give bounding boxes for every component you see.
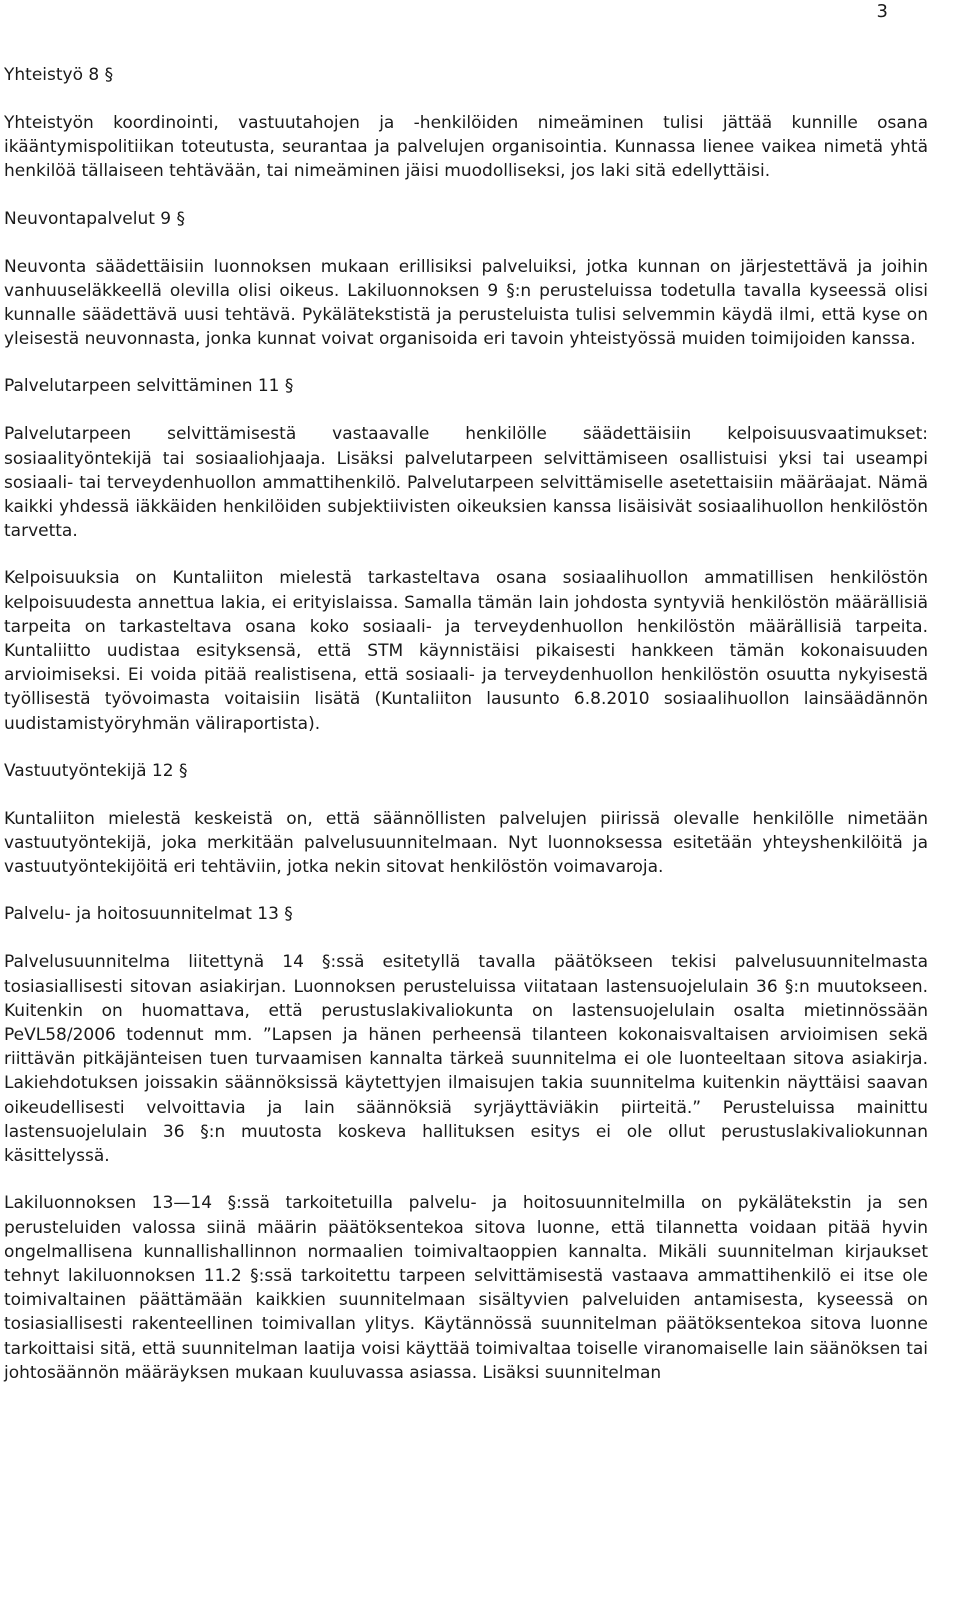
paragraph: Kelpoisuuksia on Kuntaliiton mielestä tarkasteltava osana sosiaalihuollon ammatillisen henkilöstön kelpoisuudesta annettua lakia, ei erityislaissa. Samalla tämän lain johdosta syntyviä henkilöstön määrällisiä tarpeita on tarkasteltava osana koko sosiaali- ja terveydenhuollon henkilöstön määrällisiä tarpeita. Kuntaliitto uudistaa esityksensä, että STM käynnistäisi pikaisesti hankkeen tämän kokonaisuuden arvioimiseksi. Ei voida pitää realistisena, että sosiaali- ja terveydenhuollon henkilöstön osuutta nykyisestä työllisestä työvoimasta voitaisiin lisätä (Kuntaliiton lausunto 6.8.2010 sosiaalihuollon lainsäädännön uudistamistyöryhmän väliraportista). (4, 568, 928, 734)
section-heading: Palvelutarpeen selvittäminen 11 § (4, 376, 294, 397)
section-heading: Neuvontapalvelut 9 § (4, 208, 186, 229)
paragraph: Yhteistyön koordinointi, vastuutahojen ja -henkilöiden nimeäminen tulisi jättää kunnille osana ikääntymispolitiikan toteutusta, seurantaa ja palvelujen organisointia. Kunnassa lienee vaikea nimetä yhtä henkilöä tällaiseen tehtävään, tai nimeäminen jäisi muodolliseksi, jos laki sitä edellyttäisi. (4, 113, 928, 182)
paragraph: Palvelutarpeen selvittämisestä vastaavalle henkilölle säädettäisiin kelpoisuusvaatimukset: sosiaalityöntekijä tai sosiaaliohjaaja. Lisäksi palvelutarpeen selvittämiseen osallistuisi yksi tai useampi sosiaali- tai terveydenhuollon ammattihenkilö. Palvelutarpeen selvittämiselle asetettaisiin määräajat. Nämä kaikki yhdessä iäkkäiden henkilöiden subjektiivisten oikeuksien kanssa lisäisivät sosiaalihuollon henkilöstön tarvetta. (4, 424, 928, 542)
section-heading: Yhteistyö 8 § (4, 65, 114, 85)
section-heading: Vastuutyöntekijä 12 § (4, 760, 188, 781)
section-palvelutarpeen-selvittaminen (4, 374, 928, 735)
page-number: 3 (876, 1, 888, 22)
section-palvelu-ja-hoitosuunnitelmat (4, 902, 928, 1384)
section-yhteistyo (4, 63, 928, 184)
paragraph: Palvelusuunnitelma liitettynä 14 §:ssä esitetyllä tavalla päätökseen tekisi palvelusuunnitelmasta tosiasiallisesti sitovan asiakirjan. Luonnoksen perusteluissa viitataan lastensuojelulain 36 §:n muutokseen. Kuitenkin on huomattava, että perustuslakivaliokunta on lastensuojelulain osalta mietinnössään PeVL58/2006 todennut mm. ”Lapsen ja hänen perheensä tilanteen kokonaisvaltaisen arvioimisen sekä riittävän pitkäjänteisen tuen turvaamisen kannalta tärkeä suunnitelma ei ole luonteeltaan sitova asiakirja. Lakiehdotuksen joissakin säännöksissä käytettyjen ilmaisujen takia suunnitelma kuitenkin näyttäisi saavan oikeudellisesti velvoittavia ja lain säännöksiä syrjäyttäviäkin piirteitä.” Perusteluissa mainittu lastensuojelulain 36 §:n muutosta koskeva hallituksen esitys ei ole ollut perustuslakivaliokunnan käsittelyssä. (4, 952, 928, 1167)
paragraph: Lakiluonnoksen 13—14 §:ssä tarkoitetuilla palvelu- ja hoitosuunnitelmilla on pykälätekstin ja sen perusteluiden valossa siinä määrin päätöksentekoa sitova luonne, että tilannetta voidaan pitää hyvin ongelmallisena kunnallishallinnon normaalien toimivaltaoppien kannalta. Mikäli suunnitelman kirjaukset tehnyt lakiluonnoksen 11.2 §:ssä tarkoitettu tarpeen selvittämisestä vastaava ammattihenkilö ei itse ole toimivaltainen päättämään kaikkien suunnitelmaan sisältyvien palveluiden antamisesta, kyseessä on tosiasiallisesti rakenteellinen toimivallan ylitys. Käytännössä suunnitelman päätöksentekoa sitova luonne tarkoittaisi sitä, että suunnitelman laatija voisi käyttää toimivaltaa toiselle viranomaiselle lain säänöksen tai johtosäännön määräyksen mukaan kuuluvassa asiassa. Lisäksi suunnitelman (4, 1193, 928, 1383)
section-vastuutyontekija (4, 759, 928, 880)
paragraph: Kuntaliiton mielestä keskeistä on, että säännöllisten palvelujen piirissä olevalle henkilölle nimetään vastuutyöntekijä, joka merkitään palvelusuunnitelmaan. Nyt luonnoksessa esitetään yhteyshenkilöitä ja vastuutyöntekijöitä eri tehtäviin, jotka nekin sitovat henkilöstön voimavaroja. (4, 808, 928, 878)
section-heading: Palvelu- ja hoitosuunnitelmat 13 § (4, 904, 293, 925)
paragraph: Neuvonta säädettäisiin luonnoksen mukaan erillisiksi palveluiksi, jotka kunnan on järjestettävä ja joihin vanhuuseläkkeellä olevilla olisi oikeus. Lakiluonnoksen 9 §:n perusteluissa todetulla tavalla kyseessä olisi kunnalle säädettävä uusi tehtävä. Pykälätekstistä ja perusteluista tulisi selvemmin käydä ilmi, että kyse on yleisestä neuvonnasta, jonka kunnat voivat organisoida eri tavoin yhteistyössä muiden toimijoiden kanssa. (4, 256, 928, 350)
section-neuvontapalvelut (4, 207, 928, 352)
document-body (4, 63, 928, 1408)
